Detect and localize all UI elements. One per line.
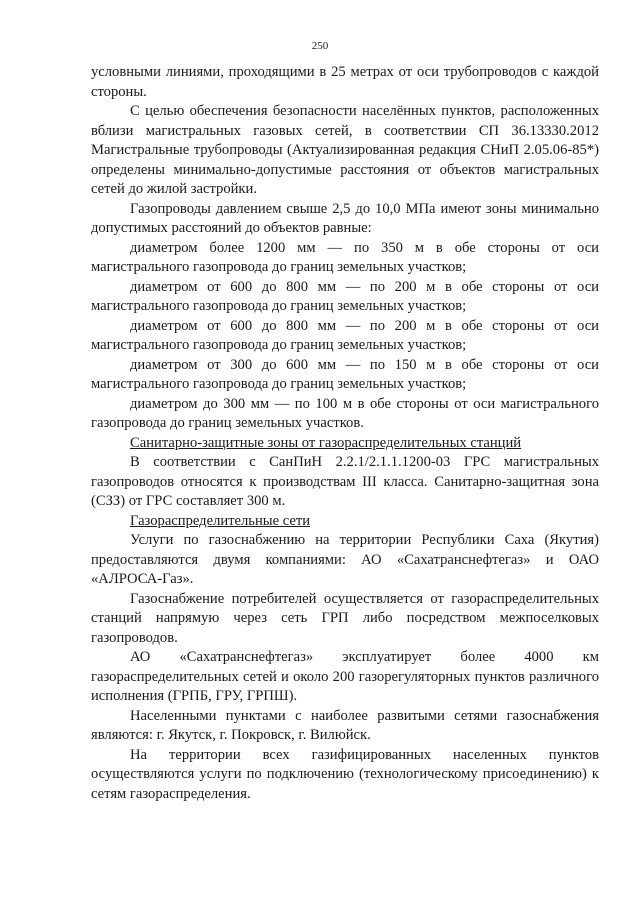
list-item: диаметром до 300 мм — по 100 м в обе стороны от оси магистрального газопровода до границ земельных участков. <box>91 395 599 431</box>
paragraph: АО «Сахатранснефтегаз» эксплуатирует более 4000 км газораспределительных сетей и около 200 газорегуляторных пунктов различного исполнения (ГРПБ, ГРУ, ГРПШ). <box>91 649 599 704</box>
paragraph: С целью обеспечения безопасности населённых пунктов, расположенных вблизи магистральных газовых сетей, в соответствии СП 36.13330.2012 Магистральные трубопроводы (Актуализированная редакция СНиП 2.05.06-85*) определены минимально-допустимые расстояния от объектов магистральных сетей до жилой застройки. <box>91 103 599 197</box>
section-heading-networks: Газораспределительные сети <box>130 512 311 529</box>
list-item: диаметром более 1200 мм — по 350 м в обе стороны от оси магистрального газопровода до границ земельных участков; <box>91 239 599 275</box>
paragraph: Населенными пунктами с наиболее развитыми сетями газоснабжения являются: г. Якутск, г. Покровск, г. Вилюйск. <box>91 707 599 743</box>
document-body <box>91 63 599 804</box>
list-item: диаметром от 300 до 600 мм — по 150 м в обе стороны от оси магистрального газопровода до границ земельных участков; <box>91 356 599 392</box>
paragraph: Газоснабжение потребителей осуществляется от газораспределительных станций напрямую через сеть ГРП либо посредством межпоселковых газопроводов. <box>91 590 599 646</box>
paragraph: Услуги по газоснабжению на территории Республики Саха (Якутия) предоставляются двумя компаниями: АО «Сахатранснефтегаз» и ОАО «АЛРОСА-Газ». <box>91 532 599 587</box>
list-item: диаметром от 600 до 800 мм — по 200 м в обе стороны от оси магистрального газопровода до границ земельных участков; <box>91 278 599 314</box>
section-heading-sanitary: Санитарно-защитные зоны от газораспределительных станций <box>130 434 522 451</box>
paragraph: На территории всех газифицированных населенных пунктов осуществляются услуги по подключению (технологическому присоединению) к сетям газораспределения. <box>91 746 599 802</box>
paragraph: условными линиями, проходящими в 25 метрах от оси трубопроводов с каждой стороны. <box>91 64 599 100</box>
list-item: диаметром от 600 до 800 мм — по 200 м в обе стороны от оси магистрального газопровода до границ земельных участков; <box>91 317 599 353</box>
page-number: 250 <box>311 40 329 52</box>
paragraph: В соответствии с СанПиН 2.2.1/2.1.1.1200-03 ГРС магистральных газопроводов относятся к производствам III класса. Санитарно-защитная зона (СЗЗ) от ГРС составляет 300 м. <box>91 454 599 509</box>
paragraph: Газопроводы давлением свыше 2,5 до 10,0 МПа имеют зоны минимально допустимых расстояний до объектов равные: <box>91 200 599 236</box>
